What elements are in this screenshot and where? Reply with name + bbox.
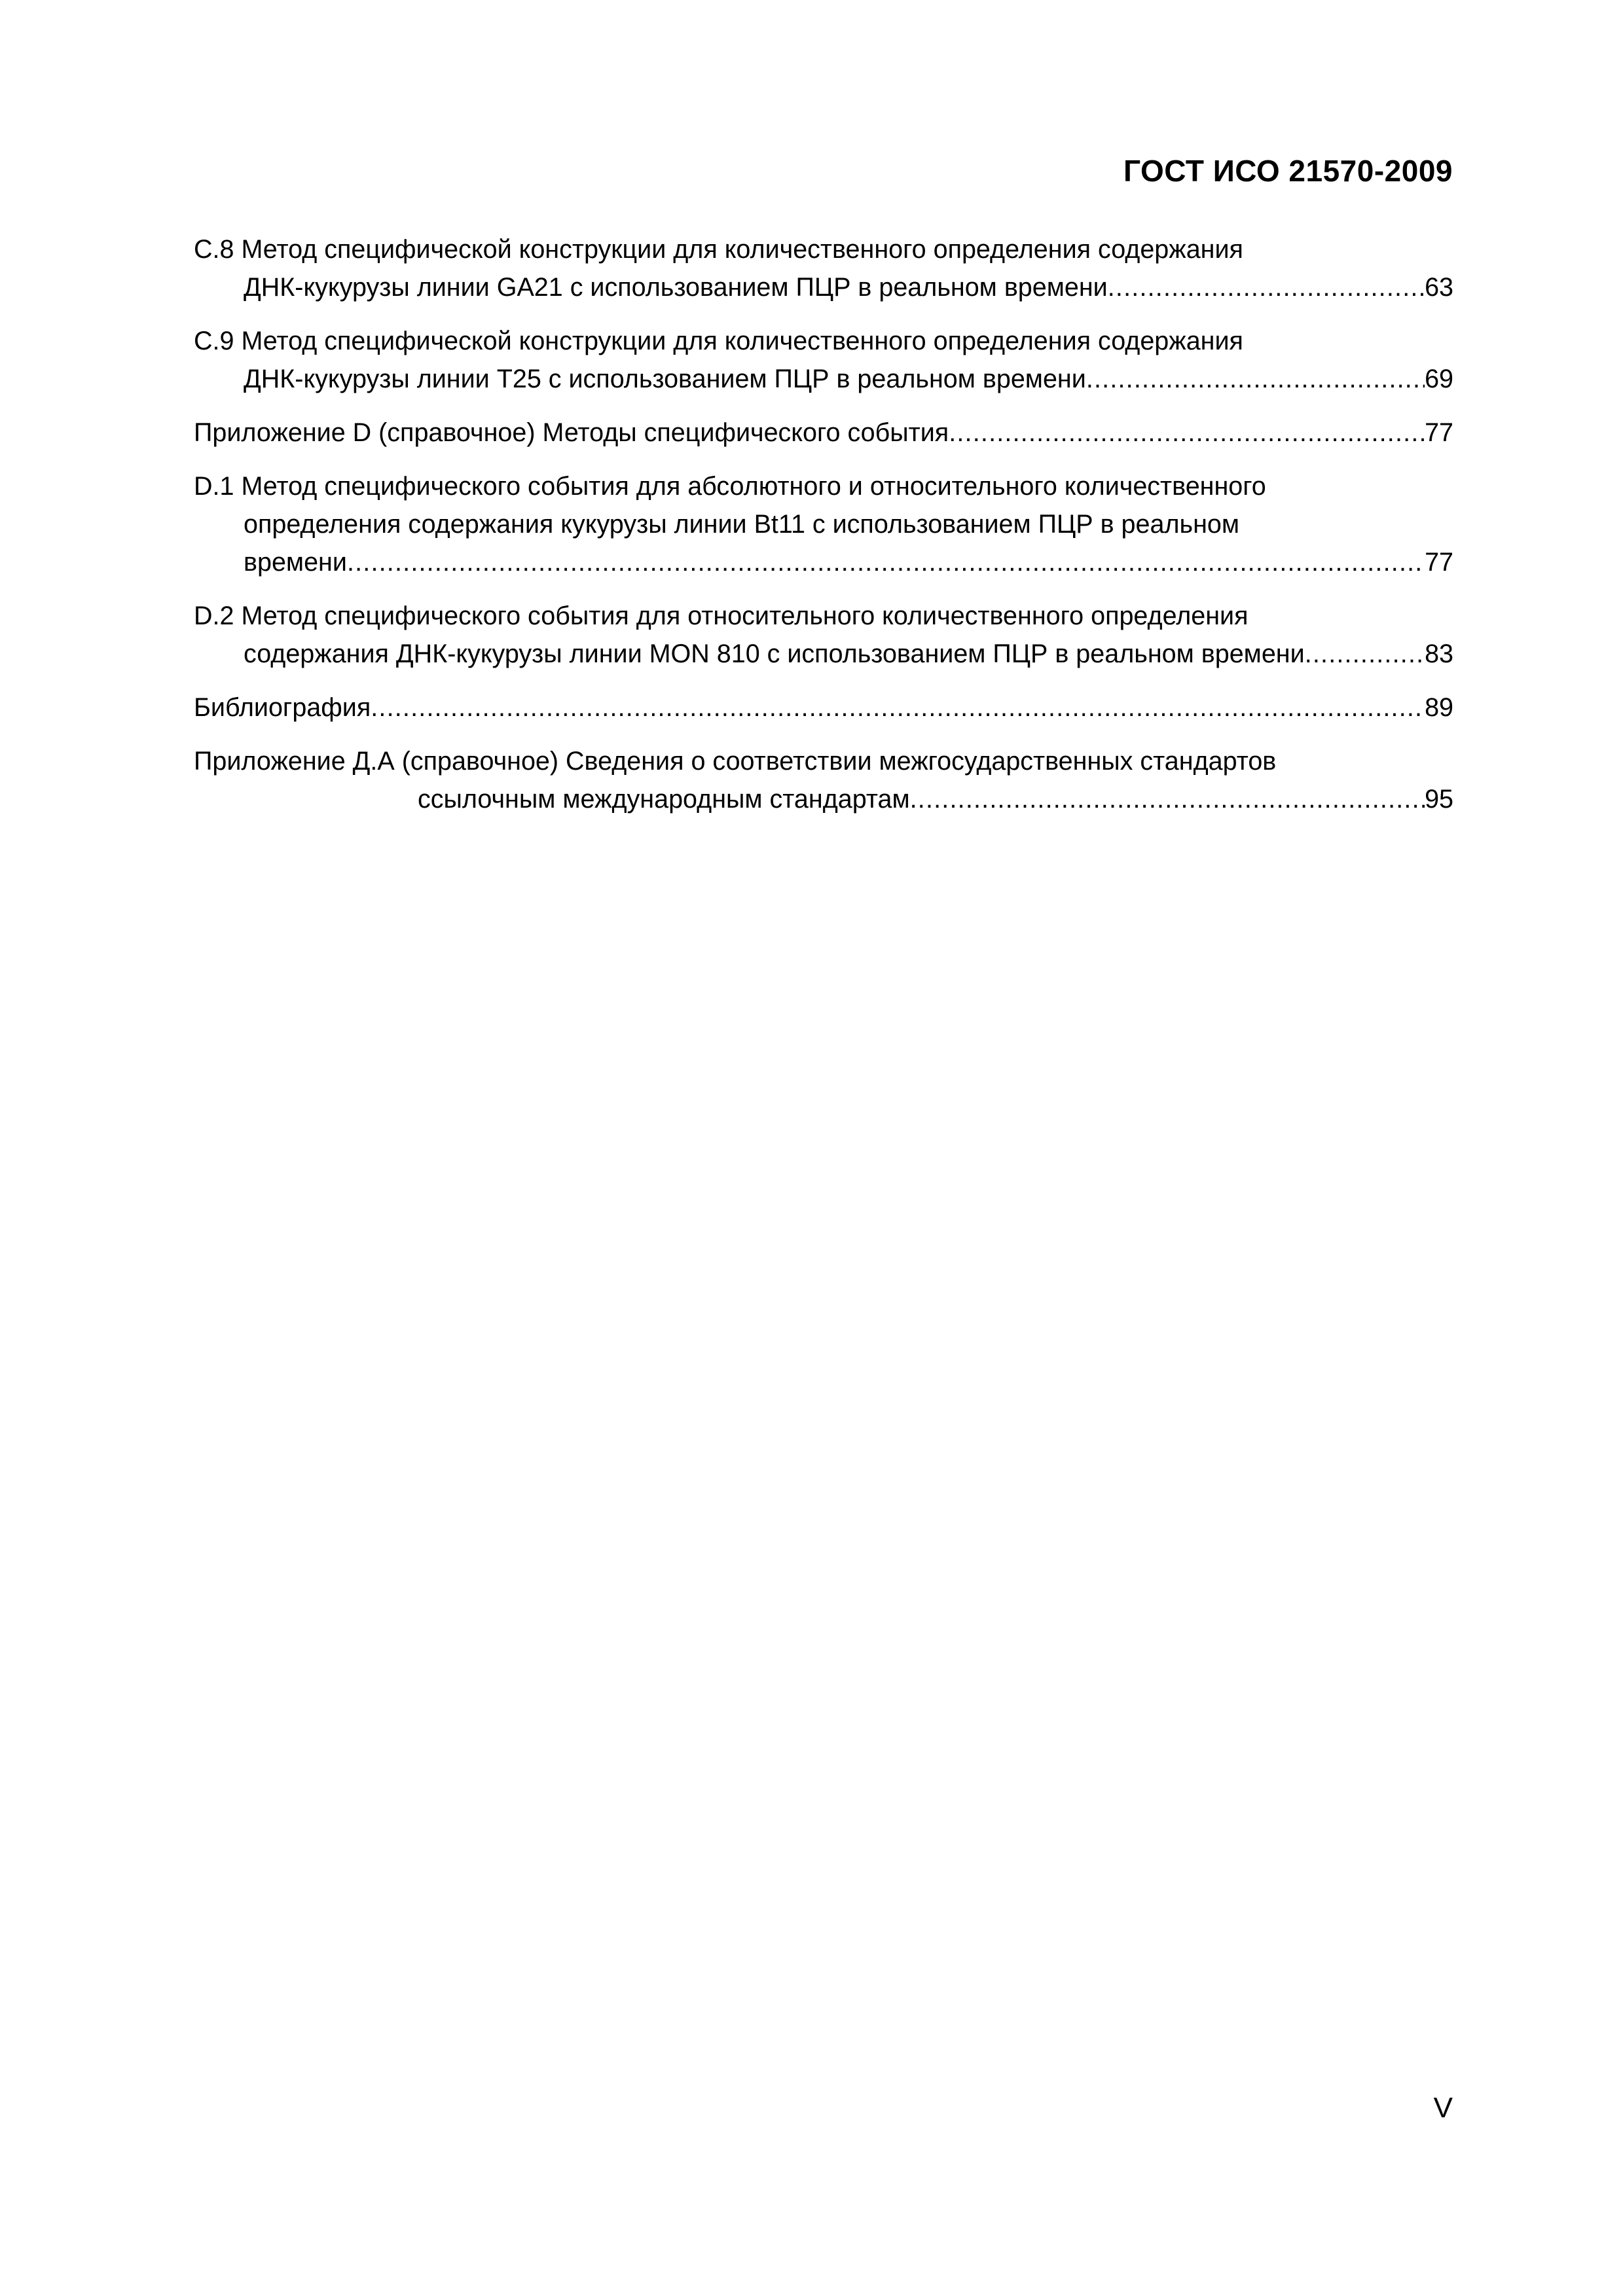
toc-entry-text: ДНК-кукурузы линии T25 с использованием ПЦР в реальном времени [244, 365, 1086, 393]
toc-entry-title: C.8 Метод специфической конструкции для количественного определения содержания [194, 235, 1243, 264]
toc-entry-c9[interactable] [194, 322, 1453, 398]
toc-dot-leader [949, 414, 1425, 452]
toc-entry-text: ссылочным международным стандартам [418, 785, 910, 814]
toc-entry-annex-d[interactable] [194, 414, 1453, 452]
document-standard-header: ГОСТ ИСО 21570-2009 [1123, 154, 1453, 188]
toc-entry-last-line [194, 414, 1453, 452]
toc-page-number: 77 [1425, 418, 1453, 447]
toc-entry-last-line [194, 268, 1453, 306]
toc-entry-title: C.9 Метод специфической конструкции для количественного определения содержания [194, 327, 1243, 355]
toc-entry-d1[interactable] [194, 467, 1453, 581]
toc-dot-leader [347, 543, 1425, 581]
toc-entry-last-line [194, 780, 1453, 818]
toc-dot-leader [1108, 268, 1425, 306]
table-of-contents [194, 230, 1453, 834]
toc-page-number: 95 [1425, 785, 1453, 814]
toc-entry-d2[interactable] [194, 597, 1453, 673]
toc-entry-last-line [194, 543, 1453, 581]
toc-entry-text: времени [244, 548, 347, 577]
toc-page-number: 69 [1425, 365, 1453, 393]
toc-entry-last-line [194, 635, 1453, 673]
toc-entry-last-line [194, 689, 1453, 726]
toc-entry-title: D.2 Метод специфического события для относительного количественного определения [194, 601, 1249, 630]
toc-entry-text: Библиография [194, 693, 371, 722]
toc-entry-last-line [194, 360, 1453, 398]
toc-entry-title: D.1 Метод специфического события для абсолютного и относительного количественного [194, 472, 1266, 501]
toc-dot-leader [371, 689, 1425, 726]
toc-entry-text: ДНК-кукурузы линии GA21 с использованием ПЦР в реальном времени [244, 273, 1108, 302]
toc-page-number: 77 [1425, 548, 1453, 577]
page-number: V [1433, 2092, 1453, 2124]
toc-entry-annex-da[interactable] [194, 742, 1453, 818]
toc-page-number: 63 [1425, 273, 1453, 302]
toc-entry-title: Приложение Д.А (справочное) Сведения о соответствии межгосударственных стандартов [194, 747, 1277, 776]
toc-entry-bibliography[interactable] [194, 689, 1453, 726]
toc-entry-continuation: определения содержания кукурузы линии Bt11 с использованием ПЦР в реальном [244, 510, 1240, 539]
toc-entry-text: Приложение D (справочное) Методы специфического события [194, 418, 949, 447]
toc-dot-leader [1086, 360, 1425, 398]
toc-page-number: 89 [1425, 693, 1453, 722]
toc-entry-text: содержания ДНК-кукурузы линии MON 810 с использованием ПЦР в реальном времени [244, 639, 1305, 668]
toc-page-number: 83 [1425, 639, 1453, 668]
toc-dot-leader [910, 780, 1425, 818]
toc-entry-c8[interactable] [194, 230, 1453, 306]
toc-dot-leader [1305, 635, 1425, 673]
